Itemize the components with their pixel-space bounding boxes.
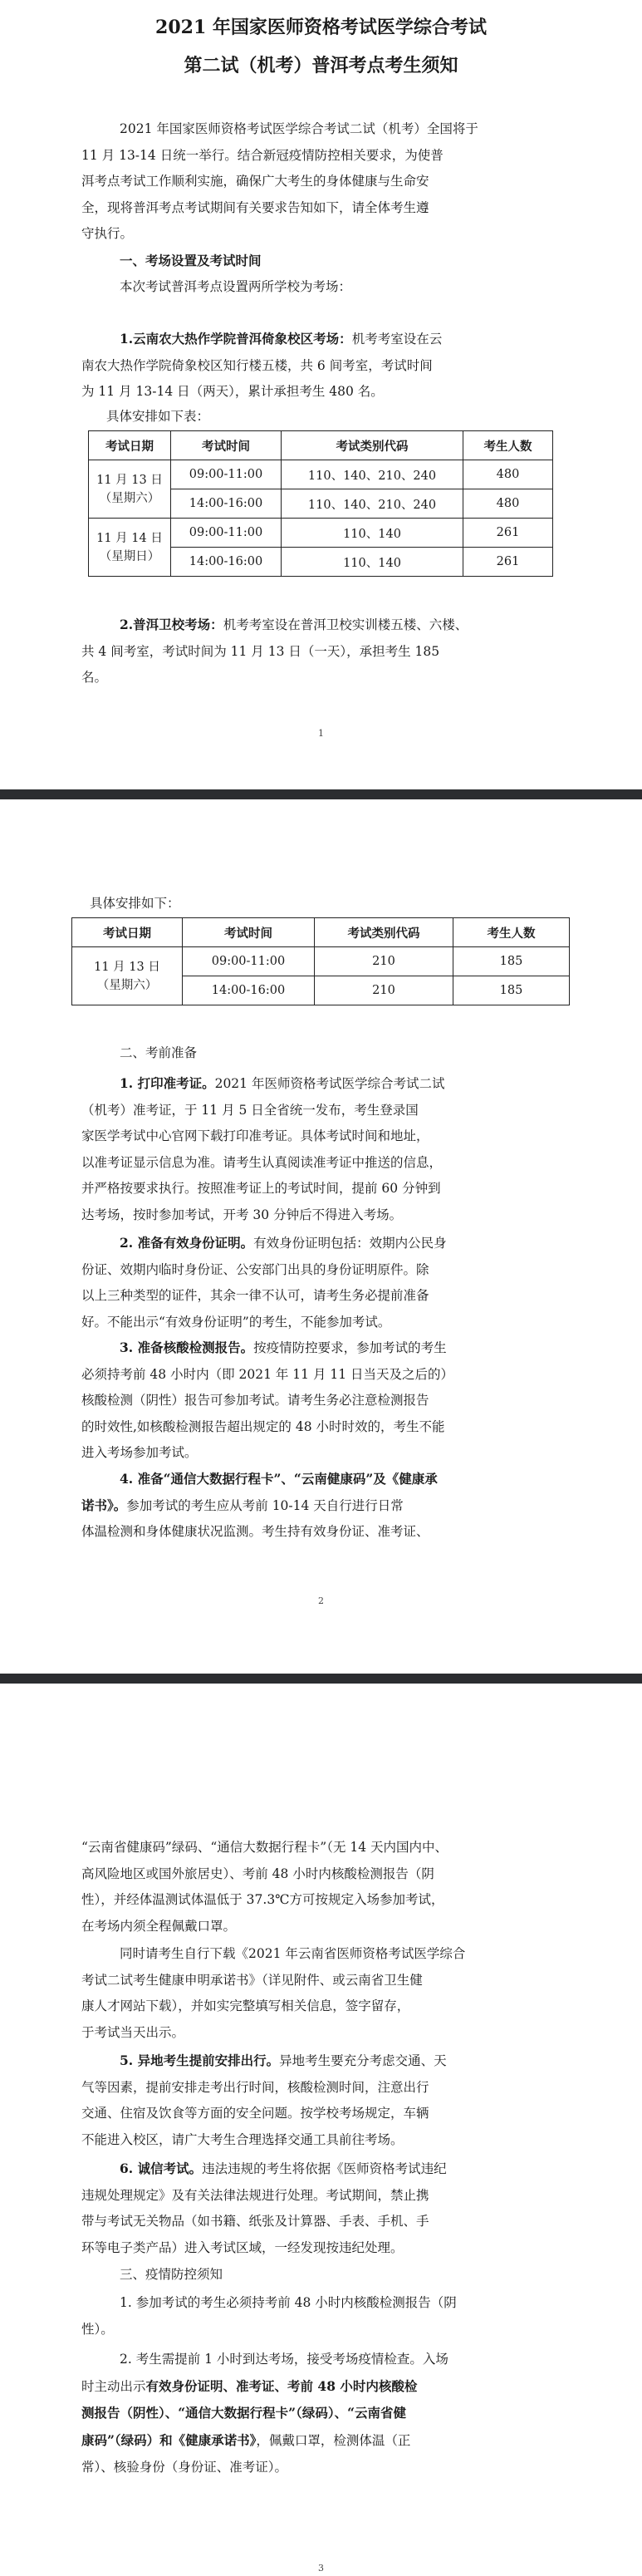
item3-line: 的时效性,如核酸检测报告超出规定的 48 小时时效的，考生不能 [81, 1418, 445, 1434]
page-separator [0, 1674, 642, 1684]
item4-label-tail: 诺书》。 [81, 1497, 127, 1513]
page-1 [0, 0, 642, 789]
item6-line: 带与考试无关物品（如书籍、纸张及计算器、手表、手机、手 [81, 2214, 429, 2229]
header-count: 考生人数 [453, 918, 570, 947]
weekday-text: （星期六） [99, 491, 160, 505]
doc-title-line1: 2021 年国家医师资格考试医学综合考试 [155, 17, 487, 38]
page-2 [0, 799, 642, 1674]
body-line [81, 2427, 563, 2455]
item1-line: （机考）准考证，于 11 月 5 日全省统一发布，考生登录国 [81, 1102, 419, 1118]
item5-text: 异地考生要充分考虑交通、天 [279, 2053, 447, 2068]
body-line: 在考场内须全程佩戴口罩。 [81, 1918, 237, 1934]
item3-paragraph [81, 1335, 563, 1467]
item1-line: 以准考证显示信息为准。请考生认真阅读准考证中推送的信息， [81, 1154, 443, 1170]
count-cell: 261 [463, 548, 553, 577]
time-cell: 14:00-16:00 [171, 489, 282, 519]
item1-text: 2021 年医师资格考试医学综合考试二试 [214, 1076, 445, 1091]
body-line: 康人才网站下载），并如实完整填写相关信息，签字留存， [81, 1998, 410, 2013]
header-time: 考试时间 [183, 918, 315, 947]
header-codes: 考试类别代码 [315, 918, 453, 947]
table-row [89, 519, 553, 548]
item5-line: 气等因素，提前安排走考出行时间，核酸检测时间，注意出行 [81, 2079, 429, 2095]
plain-text: ，佩戴口罩，检测体温（正 [256, 2432, 411, 2448]
item1-line: 并严格按要求执行。按照准考证上的考试时间，提前 60 分钟到 [81, 1181, 441, 1196]
item3-line [81, 1335, 563, 1362]
section3-heading: 三、疫情防控须知 [120, 2267, 223, 2282]
body-line: 2. 考生需提前 1 小时到达考场，接受考场疫情检查。入场 [120, 2352, 448, 2367]
page-separator [0, 789, 642, 799]
page-number: 1 [318, 728, 324, 739]
item6-line: 环等电子类产品）进入考试区域，一经发现按违纪处理。 [81, 2239, 404, 2255]
table-header-row [89, 431, 553, 460]
item2-paragraph [81, 1230, 563, 1335]
item5-line [81, 2048, 563, 2075]
codes-cell: 110、140、210、240 [282, 460, 463, 489]
covid-item2-paragraph [81, 2347, 563, 2481]
time-cell: 09:00-11:00 [171, 460, 282, 489]
site1-line: 南农大热作学院倚象校区知行楼五楼，共 6 间考室，考试时间 [81, 357, 433, 373]
count-cell: 261 [463, 519, 553, 548]
site1-text: 机考考室设在云 [351, 332, 443, 347]
item4-paragraph [81, 1466, 563, 1546]
item6-line [81, 2156, 563, 2183]
date-text: 11 月 13 日 [96, 473, 163, 487]
item2-text: 有效身份证明包括：效期内公民身 [253, 1236, 447, 1251]
item5-paragraph [81, 2048, 563, 2153]
count-cell: 185 [453, 947, 570, 976]
time-cell: 14:00-16:00 [183, 976, 315, 1005]
item3-text: 按疫情防控要求，参加考试的考生 [253, 1340, 447, 1355]
body-line: 于考试当天出示。 [81, 2024, 185, 2040]
schedule-table-1 [88, 430, 553, 577]
page-3 [0, 1684, 642, 2576]
date-text: 11 月 14 日 [96, 531, 163, 545]
weekday-text: （星期六） [96, 978, 158, 992]
item1-line [81, 1070, 563, 1098]
weekday-text: （星期日） [99, 549, 160, 563]
table-row [89, 460, 553, 489]
body-line: 考试二试考生健康申明承诺书》（详见附件、或云南省卫生健 [81, 1972, 423, 1988]
item1-line: 达考场，按时参加考试，开考 30 分钟后不得进入考场。 [81, 1207, 403, 1222]
intro-line: 2021 年国家医师资格考试医学综合考试二试（机考）全国将于 [120, 121, 478, 136]
date-cell [72, 947, 183, 1005]
section1-lead: 本次考试普洱考点设置两所学校为考场： [120, 279, 352, 294]
item3-line: 进入考场参加考试。 [81, 1445, 198, 1460]
count-cell: 185 [453, 976, 570, 1005]
bold-text: 有效身份证明、准考证、考前 48 小时内核酸检 [145, 2377, 418, 2394]
doc-title-line2: 第二试（机考）普洱考点考生须知 [184, 55, 458, 76]
body-line: 1. 参加考试的考生必须持考前 48 小时内核酸检测报告（阴 [120, 2295, 457, 2310]
header-date: 考试日期 [89, 431, 171, 460]
codes-cell: 110、140 [282, 548, 463, 577]
site2-line: 共 4 间考室，考试时间为 11 月 13 日（一天），承担考生 185 [81, 643, 440, 659]
item2-label: 2. 准备有效身份证明。 [120, 1235, 254, 1251]
table1-caption: 具体安排如下表： [106, 409, 210, 424]
date-text: 11 月 13 日 [94, 960, 160, 974]
table-row [72, 947, 570, 976]
schedule-table-2 [71, 917, 570, 1005]
intro-line: 11 月 13-14 日统一举行。结合新冠疫情防控相关要求，为使普 [81, 147, 444, 163]
site1-paragraph [81, 326, 563, 406]
item4-line [81, 1492, 563, 1520]
codes-cell: 210 [315, 976, 453, 1005]
site2-line: 名。 [81, 670, 108, 685]
body-line: 高风险地区或国外旅居史）、考前 48 小时内核酸检测报告（阴 [81, 1866, 434, 1881]
item3-line: 必须持考前 48 小时内（即 2021 年 11 月 11 日当天及之后的） [81, 1366, 454, 1382]
intro-line: 洱考点考试工作顺利实施，确保广大考生的身体健康与生命安 [81, 174, 429, 189]
item3-line: 核酸检测（阴性）报告可参加考试。请考生务必注意检测报告 [81, 1393, 429, 1408]
count-cell: 480 [463, 460, 553, 489]
time-cell: 09:00-11:00 [183, 947, 315, 976]
item2-line: 好。不能出示“有效身份证明”的考生，不能参加考试。 [81, 1314, 391, 1330]
site1-line: 为 11 月 13-14 日（两天），累计承担考生 480 名。 [81, 384, 384, 399]
site2-label: 2.普洱卫校考场： [120, 617, 223, 632]
body-line [81, 2400, 563, 2427]
bold-text: 康码”（绿码）和《健康承诺书》 [81, 2431, 257, 2448]
body-line: 性）。 [81, 2321, 114, 2337]
plain-text: 时主动出示 [81, 2378, 146, 2394]
body-line: 同时请考生自行下载《2021 年云南省医师资格考试医学综合 [120, 1946, 466, 1961]
codes-cell: 210 [315, 947, 453, 976]
item6-text: 违法违规的考生将依据《医师资格考试违纪 [202, 2161, 447, 2176]
body-line [81, 2373, 563, 2401]
item3-label: 3. 准备核酸检测报告。 [120, 1340, 254, 1355]
item2-line: 以上三种类型的证件，其余一律不认可，请考生务必提前准备 [81, 1288, 429, 1303]
header-date: 考试日期 [72, 918, 183, 947]
section1-heading: 一、考场设置及考试时间 [120, 253, 262, 268]
item6-line: 违规处理规定》及有关法律法规进行处理。考试期间，禁止携 [81, 2187, 429, 2203]
item6-paragraph [81, 2156, 563, 2261]
item4-text: 参加考试的考生应从考前 10-14 天自行进行日常 [126, 1497, 404, 1513]
header-count: 考生人数 [463, 431, 553, 460]
bold-text: 测报告（阴性）、“通信大数据行程卡”（绿码）、“云南省健 [81, 2405, 406, 2421]
item6-label: 6. 诚信考试。 [120, 2161, 203, 2176]
site2-text: 机考考室设在普洱卫校实训楼五楼、六楼、 [223, 617, 468, 632]
date-cell [89, 460, 171, 519]
item4-line: 体温检测和身体健康状况监测。考生持有效身份证、准考证、 [81, 1524, 429, 1539]
health-code-paragraph [81, 1835, 563, 1939]
table2-caption: 具体安排如下： [90, 896, 180, 911]
item5-line: 交通、住宿及饮食等方面的安全问题。按学校考场规定，车辆 [81, 2106, 429, 2121]
header-time: 考试时间 [171, 431, 282, 460]
page-number: 2 [318, 1595, 324, 1606]
covid-item1-paragraph [81, 2290, 563, 2342]
page-number: 3 [318, 2563, 324, 2574]
count-cell: 480 [463, 489, 553, 519]
body-line: “云南省健康码”绿码、“通信大数据行程卡”（无 14 天内国内中、 [81, 1840, 448, 1855]
body-line: 性），并经体温测试体温低于 37.3℃方可按规定入场参加考试， [81, 1892, 444, 1907]
header-codes: 考试类别代码 [282, 431, 463, 460]
site2-paragraph [81, 612, 563, 691]
declaration-paragraph [81, 1941, 563, 2046]
body-line [81, 2454, 563, 2481]
time-cell: 14:00-16:00 [171, 548, 282, 577]
item4-label: 4. 准备“通信大数据行程卡”、“云南健康码”及《健康承 [120, 1471, 438, 1487]
intro-paragraph [81, 116, 563, 248]
plain-text: 常）、核验身份（身份证、准考证）。 [81, 2460, 288, 2475]
codes-cell: 110、140 [282, 519, 463, 548]
item1-paragraph [81, 1070, 563, 1228]
codes-cell: 110、140、210、240 [282, 489, 463, 519]
section2-heading: 二、考前准备 [120, 1045, 198, 1060]
item5-label: 5. 异地考生提前安排出行。 [120, 2052, 280, 2068]
intro-line: 守执行。 [81, 226, 134, 241]
table-header-row [72, 918, 570, 947]
intro-line: 全，现将普洱考点考试期间有关要求告知如下，请全体考生遵 [81, 199, 429, 215]
site1-label: 1.云南农大热作学院普洱倚象校区考场： [120, 331, 352, 347]
site1-line [81, 326, 563, 353]
time-cell: 09:00-11:00 [171, 519, 282, 548]
item2-line [81, 1230, 563, 1257]
item5-line: 不能进入校区，请广大考生合理选择交通工具前往考场。 [81, 2131, 404, 2147]
item1-label: 1. 打印准考证。 [120, 1075, 215, 1091]
site2-line [81, 612, 563, 639]
item1-line: 家医学考试中心官网下载打印准考证。具体考试时间和地址， [81, 1128, 429, 1143]
item2-line: 份证、效期内临时身份证、公安部门出具的身份证明原件。除 [81, 1261, 429, 1277]
date-cell [89, 519, 171, 577]
